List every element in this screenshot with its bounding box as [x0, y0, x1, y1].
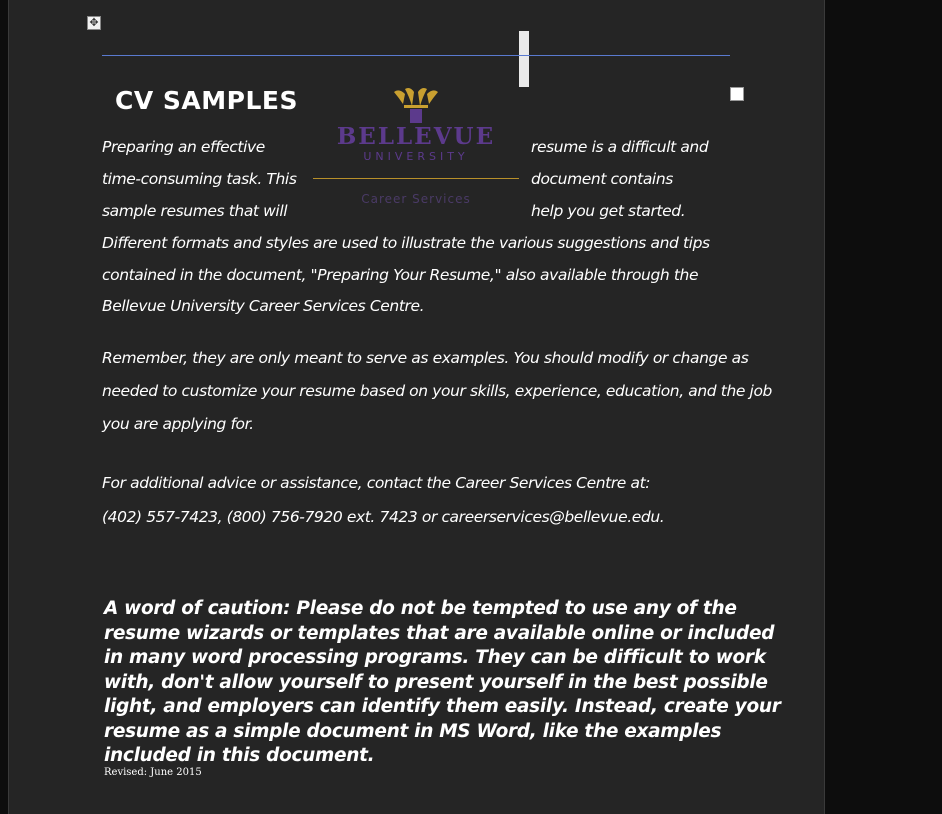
remember-line: Remember, they are only meant to serve as examples. You should modify or change as: [102, 349, 749, 367]
bellevue-logo: [313, 86, 519, 210]
intro-line: Bellevue University Career Services Centre.: [102, 297, 425, 315]
logo-department: Career Services: [361, 192, 471, 206]
intro-line: contained in the document, "Preparing Your Resume," also available through the: [102, 266, 699, 284]
intro-line: time-consuming task. This: [102, 170, 297, 188]
intro-line: Different formats and styles are used to illustrate the various suggestions and tips: [102, 234, 710, 252]
intro-line: Preparing an effective: [102, 138, 265, 156]
text-cursor: [519, 31, 529, 87]
intro-line: document contains: [531, 170, 673, 188]
caution-line: resume as a simple document in MS Word, like the examples: [104, 721, 722, 742]
intro-line: resume is a difficult and: [531, 138, 709, 156]
caution-line: included in this document.: [104, 745, 375, 766]
caution-line: light, and employers can identify them easily. Instead, create your: [104, 696, 781, 717]
caution-line: A word of caution: Please do not be tempted to use any of the: [104, 598, 737, 619]
intro-line: help you get started.: [531, 202, 686, 220]
caution-line: resume wizards or templates that are available online or included: [104, 623, 775, 644]
revised-date: Revised: June 2015: [104, 767, 202, 778]
remember-line: you are applying for.: [102, 415, 254, 433]
document-title: CV SAMPLES: [115, 86, 298, 115]
table-resize-handle[interactable]: [730, 87, 744, 101]
remember-line: needed to customize your resume based on your skills, experience, education, and the job: [102, 382, 772, 400]
caution-line: with, don't allow yourself to present yourself in the best possible: [104, 672, 768, 693]
logo-emblem-icon: [391, 86, 441, 124]
header-rule: [102, 55, 730, 56]
table-move-handle-icon[interactable]: ✥: [87, 16, 101, 30]
contact-line[interactable]: (402) 557-7423, (800) 756-7920 ext. 7423 or careerservices@bellevue.edu.: [102, 508, 665, 526]
logo-divider: [313, 178, 519, 179]
intro-line: sample resumes that will: [102, 202, 288, 220]
logo-subtitle: UNIVERSITY: [363, 150, 469, 163]
logo-name: BELLEVUE: [336, 123, 496, 150]
contact-line: For additional advice or assistance, contact the Career Services Centre at:: [102, 474, 651, 492]
caution-line: in many word processing programs. They can be difficult to work: [104, 647, 766, 668]
